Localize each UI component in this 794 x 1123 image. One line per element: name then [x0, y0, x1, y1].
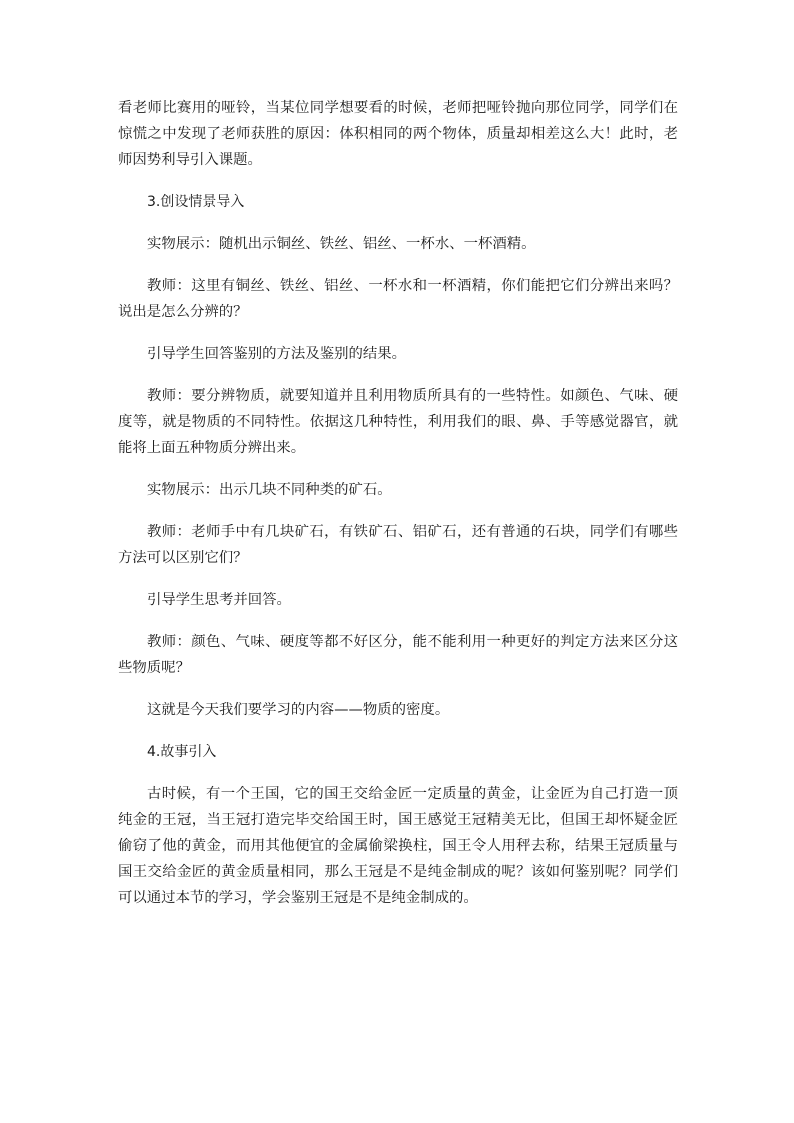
paragraph-guide-think: 引导学生思考并回答。: [147, 592, 291, 608]
paragraph-teacher-question-3: 教师：颜色、气味、硬度等都不好区分，能不能利用一种更好的判定方法来区分这些物质呢？: [118, 634, 678, 676]
paragraph-topic-density: 这就是今天我们要学习的内容——物质的密度。: [147, 702, 450, 718]
paragraph-teacher-question-2: 教师：老师手中有几块矿石，有铁矿石、铝矿石，还有普通的石块，同学们有哪些方法可以区别它们？: [118, 524, 678, 566]
paragraph-demo-wires: 实物展示：随机出示铜丝、铁丝、铝丝、一杯水、一杯酒精。: [147, 236, 536, 252]
document-body: [118, 95, 678, 911]
paragraph-demo-ores: 实物展示：出示几块不同种类的矿石。: [147, 482, 392, 498]
paragraph-guide-answer: 引导学生回答鉴别的方法及鉴别的结果。: [147, 346, 407, 362]
section-heading-3: 3.创设情景导入: [147, 194, 245, 210]
paragraph-intro-continued: 看老师比赛用的哑铃，当某位同学想要看的时候，老师把哑铃抛向那位同学，同学们在惊慌之中发现了老师获胜的原因：体积相同的两个物体，质量却相差这么大！此时，老师因势利导引入课题。: [118, 100, 678, 168]
paragraph-teacher-properties: 教师：要分辨物质，就要知道并且利用物质所具有的一些特性。如颜色、气味、硬度等，就是物质的不同特性。依据这几种特性，利用我们的眼、鼻、手等感觉器官，就能将上面五种物质分辨出来。: [118, 388, 678, 456]
paragraph-teacher-question-1: 教师：这里有铜丝、铁丝、铝丝、一杯水和一杯酒精，你们能把它们分辨出来吗？说出是怎么分辨的？: [118, 278, 678, 320]
paragraph-crown-story: 古时候，有一个王国，它的国王交给金匠一定质量的黄金，让金匠为自己打造一顶纯金的王冠，当王冠打造完毕交给国王时，国王感觉王冠精美无比，但国王却怀疑金匠偷窃了他的黄金，而用其他便宜的金属偷梁换柱，国王令人用秤去称，结果王冠质量与国王交给金匠的黄金质量相同，那么王冠是不是纯金制成的呢？该如何鉴别呢？同学们可以通过本节的学习，学会鉴别王冠是不是纯金制成的。: [118, 786, 678, 906]
section-heading-4: 4.故事引入: [147, 744, 217, 760]
